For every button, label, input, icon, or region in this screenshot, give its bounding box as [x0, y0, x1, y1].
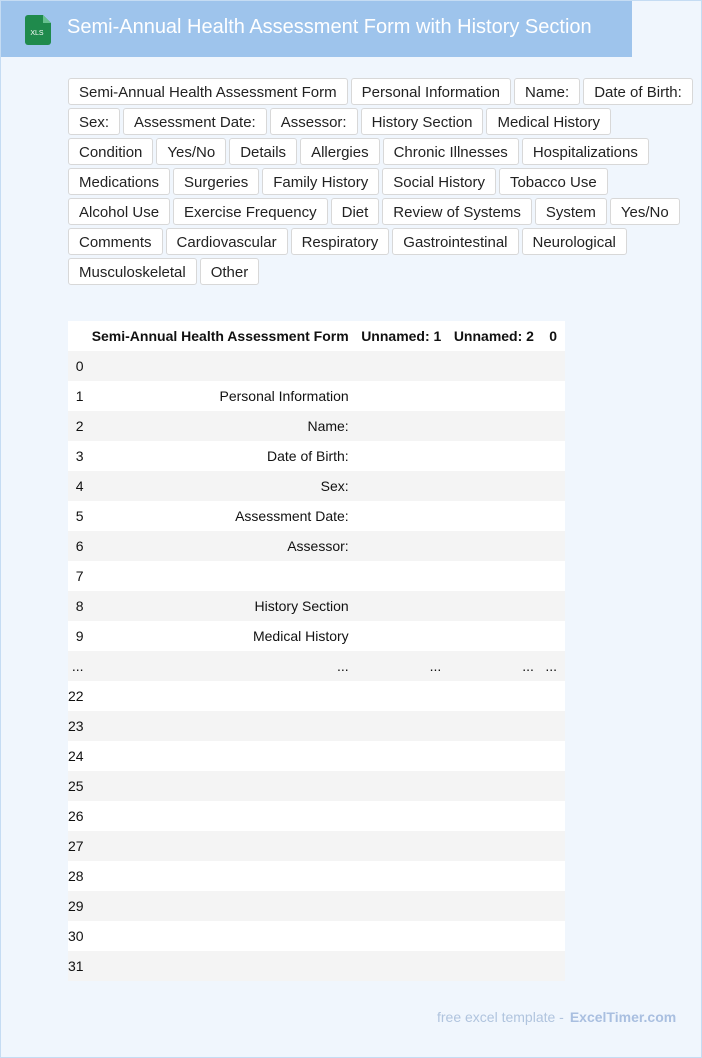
table-cell: [449, 471, 542, 501]
column-tag-list: [68, 78, 698, 285]
table-row: [68, 561, 565, 591]
table-cell: [84, 561, 357, 591]
table-cell: [449, 921, 542, 951]
table-cell: [449, 891, 542, 921]
table-cell: Sex:: [84, 471, 357, 501]
table-cell: [449, 681, 542, 711]
row-index-label: ...: [71, 658, 84, 674]
table-row: [68, 951, 565, 981]
table-cell: [449, 381, 542, 411]
table-row: [68, 411, 565, 441]
row-index-label: 5: [75, 508, 84, 524]
table-cell: [357, 921, 450, 951]
table-cell: [84, 681, 357, 711]
table-cell: [449, 711, 542, 741]
table-cell: [542, 351, 565, 381]
column-tag[interactable]: Family History: [262, 168, 379, 195]
column-tag[interactable]: Details: [229, 138, 297, 165]
row-index-label: 27: [68, 838, 84, 854]
table-cell: [449, 531, 542, 561]
row-index: [68, 831, 84, 861]
table-cell: [542, 501, 565, 531]
column-tag[interactable]: Surgeries: [173, 168, 259, 195]
table-cell: [542, 711, 565, 741]
table-cell: Assessment Date:: [84, 501, 357, 531]
row-index: [68, 711, 84, 741]
row-index: [68, 351, 84, 381]
column-tag[interactable]: Personal Information: [351, 78, 511, 105]
row-index: [68, 681, 84, 711]
table-cell: [357, 471, 450, 501]
row-index: [68, 621, 84, 651]
table-cell: [449, 621, 542, 651]
table-cell: [357, 711, 450, 741]
table-cell: [542, 681, 565, 711]
column-tag[interactable]: Name:: [514, 78, 580, 105]
row-index: [68, 591, 84, 621]
column-tag[interactable]: Medications: [68, 168, 170, 195]
row-index-label: 28: [68, 868, 84, 884]
row-index-label: 23: [68, 718, 84, 734]
table-row: [68, 591, 565, 621]
table-cell: [357, 531, 450, 561]
table-cell: Date of Birth:: [84, 441, 357, 471]
column-tag[interactable]: Yes/No: [156, 138, 226, 165]
table-cell: [449, 351, 542, 381]
row-index: [68, 501, 84, 531]
table-cell: [84, 801, 357, 831]
table-cell: [542, 801, 565, 831]
table-cell: [542, 861, 565, 891]
table-cell: [449, 561, 542, 591]
table-cell: [357, 951, 450, 981]
table-row: [68, 891, 565, 921]
row-index: [68, 801, 84, 831]
table-cell: [449, 441, 542, 471]
row-index: [68, 381, 84, 411]
table-row: [68, 711, 565, 741]
table-cell: [449, 411, 542, 441]
table-row: [68, 381, 565, 411]
table-cell: [357, 861, 450, 891]
row-index: [68, 891, 84, 921]
column-tag[interactable]: Hospitalizations: [522, 138, 649, 165]
table-cell: [84, 921, 357, 951]
table-cell: [84, 351, 357, 381]
column-tag[interactable]: Yes/No: [610, 198, 680, 225]
table-row: [68, 831, 565, 861]
row-index-label: 1: [75, 388, 84, 404]
column-tag[interactable]: Gastrointestinal: [392, 228, 518, 255]
column-tag[interactable]: Condition: [68, 138, 153, 165]
table-row: [68, 651, 565, 681]
row-index-label: 7: [75, 568, 84, 584]
row-index-label: 29: [68, 898, 84, 914]
row-index-label: 8: [75, 598, 84, 614]
footer: [437, 1009, 676, 1025]
row-index-label: 25: [68, 778, 84, 794]
table-cell: [357, 741, 450, 771]
table-header-row: [68, 321, 565, 351]
table-cell: [449, 591, 542, 621]
table-cell: [357, 501, 450, 531]
column-tag[interactable]: Assessor:: [270, 108, 358, 135]
table-cell: [542, 771, 565, 801]
table-cell: ...: [449, 651, 542, 681]
table-cell: [357, 381, 450, 411]
table-cell: [357, 591, 450, 621]
table-cell: Name:: [84, 411, 357, 441]
table-cell: [449, 861, 542, 891]
column-tag[interactable]: System: [535, 198, 607, 225]
table-cell: [357, 561, 450, 591]
table-cell: [542, 471, 565, 501]
table-cell: ...: [357, 651, 450, 681]
column-header: 0: [542, 321, 565, 351]
row-index: [68, 471, 84, 501]
row-index-label: 3: [75, 448, 84, 464]
table-cell: [84, 831, 357, 861]
header-bar: [1, 1, 632, 57]
column-tag[interactable]: Cardiovascular: [166, 228, 288, 255]
table-row: [68, 471, 565, 501]
column-tag[interactable]: Review of Systems: [382, 198, 532, 225]
table-cell: [449, 501, 542, 531]
row-index-label: 6: [75, 538, 84, 554]
table-cell: [84, 771, 357, 801]
table-cell: ...: [542, 651, 565, 681]
table-cell: [542, 741, 565, 771]
column-tag[interactable]: Tobacco Use: [499, 168, 608, 195]
row-index: [68, 951, 84, 981]
table-cell: [449, 831, 542, 861]
table-cell: [542, 891, 565, 921]
column-tag[interactable]: Respiratory: [291, 228, 390, 255]
column-tag[interactable]: Other: [200, 258, 260, 285]
table-row: [68, 351, 565, 381]
row-index-label: 9: [75, 628, 84, 644]
column-header: Unnamed: 2: [449, 321, 542, 351]
column-tag[interactable]: Neurological: [522, 228, 627, 255]
table-row: [68, 861, 565, 891]
column-tag[interactable]: Chronic Illnesses: [383, 138, 519, 165]
column-header: Semi-Annual Health Assessment Form: [84, 321, 357, 351]
row-index: [68, 741, 84, 771]
table-cell: [357, 771, 450, 801]
column-tag[interactable]: Alcohol Use: [68, 198, 170, 225]
column-tag[interactable]: Exercise Frequency: [173, 198, 328, 225]
table-cell: [542, 561, 565, 591]
table-cell: ...: [84, 651, 357, 681]
column-tag[interactable]: Social History: [382, 168, 496, 195]
data-table: [68, 321, 565, 981]
table-row: [68, 681, 565, 711]
column-header: Unnamed: 1: [357, 321, 450, 351]
column-tag[interactable]: Comments: [68, 228, 163, 255]
row-index-label: 26: [68, 808, 84, 824]
row-index: [68, 531, 84, 561]
table-cell: [542, 591, 565, 621]
table-row: [68, 921, 565, 951]
row-index: [68, 561, 84, 591]
table-row: [68, 801, 565, 831]
table-row: [68, 501, 565, 531]
table-cell: History Section: [84, 591, 357, 621]
table-cell: [542, 921, 565, 951]
table-cell: [449, 741, 542, 771]
row-index: [68, 771, 84, 801]
row-index-label: 30: [68, 928, 84, 944]
table-cell: [84, 861, 357, 891]
row-index-label: 24: [68, 748, 84, 764]
table-row: [68, 621, 565, 651]
column-tag[interactable]: Medical History: [486, 108, 611, 135]
row-index: [68, 411, 84, 441]
table-cell: [542, 951, 565, 981]
table-cell: [542, 411, 565, 441]
column-tag[interactable]: History Section: [361, 108, 484, 135]
table-row: [68, 771, 565, 801]
column-tag[interactable]: Allergies: [300, 138, 380, 165]
row-index: [68, 861, 84, 891]
row-index-label: 0: [75, 358, 84, 374]
column-tag[interactable]: Diet: [331, 198, 380, 225]
column-tag[interactable]: Musculoskeletal: [68, 258, 197, 285]
footer-brand-link[interactable]: ExcelTimer.com: [569, 1009, 677, 1025]
row-index-label: 2: [75, 418, 84, 434]
table-cell: [357, 441, 450, 471]
table-cell: [542, 381, 565, 411]
table-cell: [84, 741, 357, 771]
table-cell: [542, 441, 565, 471]
table-row: [68, 441, 565, 471]
column-tag[interactable]: Date of Birth:: [583, 78, 693, 105]
row-index: [68, 651, 84, 681]
table-cell: Assessor:: [84, 531, 357, 561]
page-title: Semi-Annual Health Assessment Form with History Section: [67, 16, 592, 38]
table-cell: Medical History: [84, 621, 357, 651]
table-cell: [357, 681, 450, 711]
table-cell: [449, 771, 542, 801]
column-tag[interactable]: Assessment Date:: [123, 108, 267, 135]
table-cell: [84, 711, 357, 741]
row-index-label: 4: [75, 478, 84, 494]
table-cell: [449, 951, 542, 981]
table-row: [68, 741, 565, 771]
row-index: [68, 441, 84, 471]
column-tag[interactable]: Sex:: [68, 108, 120, 135]
footer-text: free excel template -: [437, 1009, 564, 1025]
table-cell: [357, 621, 450, 651]
table-cell: Personal Information: [84, 381, 357, 411]
table-cell: [357, 801, 450, 831]
index-header: [68, 321, 84, 351]
row-index-label: 22: [68, 688, 84, 704]
table-cell: [542, 531, 565, 561]
row-index-label: 31: [68, 958, 84, 974]
table-cell: [357, 351, 450, 381]
table-cell: [84, 951, 357, 981]
table-cell: [449, 801, 542, 831]
table-cell: [542, 831, 565, 861]
table-cell: [357, 411, 450, 441]
xls-icon-label: XLS: [30, 30, 44, 37]
column-tag[interactable]: Semi-Annual Health Assessment Form: [68, 78, 348, 105]
xls-file-icon: [25, 15, 51, 45]
table-cell: [84, 891, 357, 921]
table-cell: [357, 831, 450, 861]
table-cell: [357, 891, 450, 921]
row-index: [68, 921, 84, 951]
table-cell: [542, 621, 565, 651]
table-row: [68, 531, 565, 561]
